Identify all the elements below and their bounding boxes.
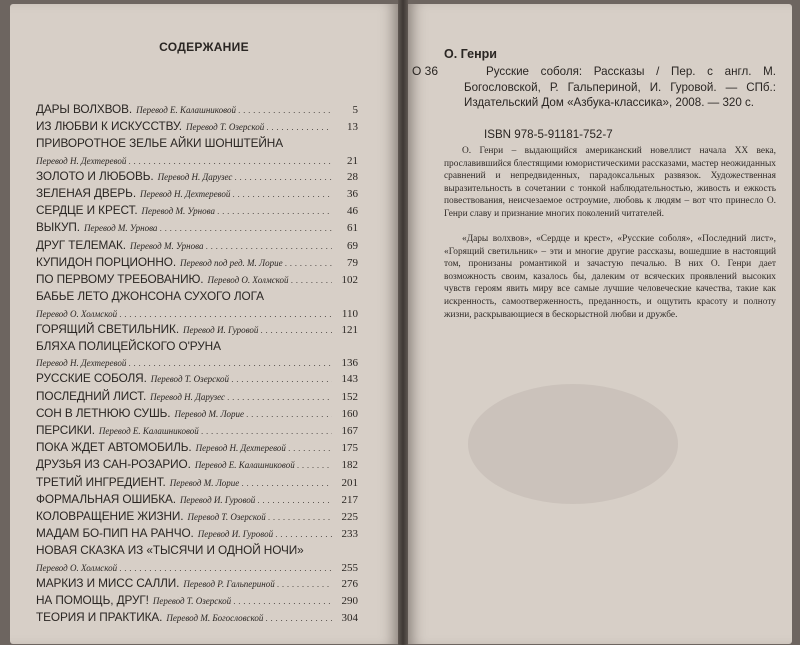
dot-leader bbox=[268, 512, 332, 522]
toc-entry bbox=[36, 526, 358, 543]
toc-entry bbox=[36, 475, 358, 492]
toc-entry-translator: Перевод Т. Озерской bbox=[186, 122, 265, 133]
dot-leader bbox=[205, 241, 332, 251]
toc-entry bbox=[36, 119, 358, 136]
toc-entry-title: ПЕРСИКИ. bbox=[36, 422, 95, 437]
toc-entry-translator: Перевод И. Гуровой bbox=[179, 494, 256, 505]
toc-entry-translator: Перевод Т. Озерской bbox=[152, 595, 232, 606]
dot-leader bbox=[266, 122, 332, 132]
toc-entry-title: СОН В ЛЕТНЮЮ СУШЬ. bbox=[36, 405, 171, 420]
toc-entry-title: РУССКИЕ СОБОЛЯ. bbox=[36, 371, 147, 386]
toc-entry-page: 121 bbox=[341, 323, 358, 336]
toc-entry-page: 102 bbox=[341, 274, 358, 286]
toc-entry-title: БЛЯХА ПОЛИЦЕЙСКОГО О'РУНА bbox=[36, 338, 221, 353]
toc-entry-title: ФОРМАЛЬНАЯ ОШИБКА. bbox=[36, 491, 176, 506]
toc-entry bbox=[36, 371, 358, 388]
toc-entry-translator: Перевод Т. Озерской bbox=[187, 511, 266, 522]
dot-leader bbox=[159, 223, 332, 233]
toc-entry-page: 136 bbox=[341, 357, 358, 370]
dot-leader bbox=[128, 156, 332, 166]
catalog-code: О 36 bbox=[412, 64, 439, 78]
toc-entry bbox=[36, 102, 358, 119]
toc-entry bbox=[36, 543, 358, 576]
toc-entry-page: 152 bbox=[341, 390, 358, 403]
toc-entry bbox=[36, 203, 358, 220]
toc-entry-page: 143 bbox=[341, 373, 358, 386]
toc-entry-translator: Перевод Е. Калашниковой bbox=[136, 105, 236, 115]
toc-entry-page: 167 bbox=[341, 424, 358, 437]
toc-entry bbox=[36, 440, 358, 457]
toc-entry-translator: Перевод Н. Дарузес bbox=[157, 171, 233, 182]
toc-entry-page: 201 bbox=[341, 476, 358, 489]
toc-entry-page: 110 bbox=[341, 307, 358, 320]
toc-entry-title: ЗЕЛЕНАЯ ДВЕРЬ. bbox=[36, 186, 137, 201]
dot-leader bbox=[297, 460, 332, 470]
toc-entry-page: 13 bbox=[347, 121, 358, 134]
toc-entry-page: 61 bbox=[347, 222, 358, 235]
toc-entry-title: НА ПОМОЩЬ, ДРУГ! bbox=[36, 592, 149, 607]
dot-leader bbox=[128, 358, 332, 368]
toc-entry-page: 182 bbox=[341, 459, 358, 472]
toc-entry-page: 36 bbox=[347, 188, 358, 201]
toc-entry-translator: Перевод под ред. М. Лорие bbox=[180, 257, 283, 268]
toc-entry bbox=[36, 406, 358, 423]
toc-entry-translator: Перевод И. Гуровой bbox=[197, 529, 274, 540]
toc-entry bbox=[36, 457, 358, 474]
left-page-contents bbox=[10, 4, 398, 644]
toc-entry-translator: Перевод М. Урнова bbox=[141, 206, 215, 217]
dot-leader bbox=[217, 206, 332, 216]
toc-entry-translator: Перевод О. Холмской bbox=[36, 562, 118, 573]
toc-entry-translator: Перевод Н. Дехтеревой bbox=[140, 189, 231, 200]
toc-entry bbox=[36, 136, 358, 169]
bibliographic-record: Русские соболя: Рассказы / Пер. с англ. М. Богословской, Р. Гальпериной, И. Гуровой. — СПб.: Издательский Дом «Азбука-классика», 2008. — 320 с. bbox=[464, 65, 776, 110]
toc-entry-page: 28 bbox=[347, 170, 358, 183]
dot-leader bbox=[233, 596, 332, 606]
toc-entry-page: 5 bbox=[352, 104, 358, 116]
toc-entry-page: 290 bbox=[341, 594, 358, 607]
toc-entry-page: 21 bbox=[347, 154, 358, 167]
toc-entry bbox=[36, 322, 358, 339]
toc-entry-title: СЕРДЦЕ И КРЕСТ. bbox=[36, 203, 138, 218]
dot-leader bbox=[265, 613, 332, 623]
toc-entry-page: 225 bbox=[341, 510, 358, 523]
toc-entry bbox=[36, 492, 358, 509]
toc-entry bbox=[36, 238, 358, 255]
toc-entry-translator: Перевод М. Лорие bbox=[169, 477, 240, 488]
toc-entry bbox=[36, 186, 358, 203]
dot-leader bbox=[277, 579, 332, 589]
toc-entry-title: НОВАЯ СКАЗКА ИЗ «ТЫСЯЧИ И ОДНОЙ НОЧИ» bbox=[36, 543, 304, 558]
toc-entry bbox=[36, 289, 358, 322]
toc-entry-translator: Перевод Т. Озерской bbox=[150, 374, 230, 385]
contents-heading: СОДЕРЖАНИЕ bbox=[159, 40, 249, 54]
toc-entry bbox=[36, 339, 358, 372]
dot-leader bbox=[201, 426, 332, 436]
toc-entry-title: ДРУГ ТЕЛЕМАК. bbox=[36, 237, 126, 252]
toc-entry-translator: Перевод Н. Дехтеревой bbox=[195, 443, 286, 454]
dot-leader bbox=[232, 189, 332, 199]
toc-entry-title: ПРИВОРОТНОЕ ЗЕЛЬЕ АЙКИ ШОНШТЕЙНА bbox=[36, 136, 283, 151]
annotation-paragraph-1: О. Генри – выдающийся американский новеллист начала XX века, прославившийся блестящими юмористическими рассказами, мастер неожиданных сравнений и непредвиденных, парадоксальных развязок. Художественная выразительность в сочетании с тонкой наблюдательностью, живость и ежкость повествования, неисчезаемое остроумие, любовь к людям – вот что принесло О. Генри славу и признание многих поколений читателей. bbox=[444, 146, 776, 219]
table-of-contents bbox=[36, 102, 358, 627]
toc-entry-title: ГОРЯЩИЙ СВЕТИЛЬНИК. bbox=[36, 321, 179, 336]
toc-entry-title: ЗОЛОТО И ЛЮБОВЬ. bbox=[36, 168, 154, 183]
author-name: О. Генри bbox=[444, 47, 497, 61]
dot-leader bbox=[260, 325, 332, 335]
toc-entry-title: ПОСЛЕДНИЙ ЛИСТ. bbox=[36, 388, 147, 403]
toc-entry-translator: Перевод М. Богословской bbox=[166, 613, 264, 624]
dot-leader bbox=[231, 374, 332, 384]
dot-leader bbox=[234, 172, 332, 182]
toc-entry bbox=[36, 423, 358, 440]
toc-entry-title: ИЗ ЛЮБВИ К ИСКУССТВУ. bbox=[36, 119, 182, 134]
toc-entry-translator: Перевод Е. Калашниковой bbox=[194, 460, 295, 471]
toc-entry-page: 46 bbox=[347, 205, 358, 218]
toc-entry-page: 255 bbox=[341, 561, 358, 574]
dot-leader bbox=[275, 529, 332, 539]
dot-leader bbox=[246, 409, 332, 419]
toc-entry-translator: Перевод О. Холмской bbox=[207, 275, 289, 285]
toc-entry-translator: Перевод Н. Дехтеревой bbox=[36, 358, 127, 369]
toc-entry-translator: Перевод Р. Гальпериной bbox=[183, 578, 275, 589]
toc-entry-translator: Перевод М. Урнова bbox=[83, 223, 158, 234]
book-gutter bbox=[398, 0, 408, 645]
dot-leader bbox=[227, 392, 332, 402]
toc-entry bbox=[36, 509, 358, 526]
toc-entry-title: ДАРЫ ВОЛХВОВ. bbox=[36, 102, 133, 116]
toc-entry bbox=[36, 255, 358, 272]
toc-entry-translator: Перевод И. Гуровой bbox=[183, 324, 259, 335]
toc-entry-translator: Перевод М. Урнова bbox=[130, 240, 204, 251]
toc-entry-title: ПО ПЕРВОМУ ТРЕБОВАНИЮ. bbox=[36, 272, 204, 286]
toc-entry-title: МАДАМ БО-ПИП НА РАНЧО. bbox=[36, 526, 194, 541]
dot-leader bbox=[288, 443, 332, 453]
dot-leader bbox=[119, 309, 332, 319]
toc-entry-title: ДРУЗЬЯ ИЗ САН-РОЗАРИО. bbox=[36, 457, 191, 472]
toc-entry-title: БАБЬЕ ЛЕТО ДЖОНСОНА СУХОГО ЛОГА bbox=[36, 289, 264, 304]
toc-entry-title: ТЕОРИЯ И ПРАКТИКА. bbox=[36, 610, 163, 625]
dot-leader bbox=[238, 105, 332, 115]
toc-entry-page: 160 bbox=[341, 407, 358, 420]
toc-entry-translator: Перевод Н. Дарузес bbox=[150, 391, 225, 402]
toc-entry-translator: Перевод О. Холмской bbox=[36, 308, 118, 319]
toc-entry-title: ТРЕТИЙ ИНГРЕДИЕНТ. bbox=[36, 474, 166, 489]
toc-entry-translator: Перевод М. Лорие bbox=[174, 408, 245, 419]
toc-entry-title: КОЛОВРАЩЕНИЕ ЖИЗНИ. bbox=[36, 508, 184, 523]
dot-leader bbox=[285, 258, 332, 268]
toc-entry-title: ПОКА ЖДЕТ АВТОМОБИЛЬ. bbox=[36, 440, 192, 455]
dot-leader bbox=[291, 275, 332, 285]
toc-entry bbox=[36, 389, 358, 406]
toc-entry-title: ВЫКУП. bbox=[36, 220, 80, 235]
dot-leader bbox=[257, 495, 332, 505]
toc-entry bbox=[36, 593, 358, 610]
page-smudge bbox=[468, 384, 678, 504]
isbn-number: ISBN 978-5-91181-752-7 bbox=[484, 128, 613, 141]
toc-entry-page: 276 bbox=[341, 577, 358, 590]
toc-entry-page: 175 bbox=[341, 442, 358, 455]
toc-entry-title: КУПИДОН ПОРЦИОННО. bbox=[36, 254, 177, 269]
toc-entry-page: 79 bbox=[347, 256, 358, 269]
toc-entry-page: 217 bbox=[341, 493, 358, 506]
toc-entry bbox=[36, 576, 358, 593]
toc-entry bbox=[36, 169, 358, 186]
right-page-imprint bbox=[408, 4, 792, 644]
toc-entry bbox=[36, 220, 358, 237]
toc-entry-page: 304 bbox=[341, 612, 358, 625]
dot-leader bbox=[119, 563, 332, 573]
toc-entry bbox=[36, 610, 358, 627]
toc-entry-page: 233 bbox=[341, 528, 358, 541]
toc-entry-translator: Перевод Е. Калашниковой bbox=[98, 425, 199, 436]
toc-entry-page: 69 bbox=[347, 239, 358, 252]
annotation-paragraph-2: «Дары волхвов», «Сердце и крест», «Русские соболя», «Последний лист», «Горящий светильник» – эти и многие другие рассказы, вошедшие в настоящий том, пронизаны романтикой и зачастую печалью. В них О. Генри дает возможность своим, казалось бы, далеким от всяческих проявлений высоких чувств героям явить миру все самые лучшие человеческие качества, такие как искренность, самоотверженность, преданность, и ощутить красоту и полноту жизни, раскрывающиеся в бескорыстной любви и дружбе. bbox=[444, 234, 776, 320]
toc-entry-translator: Перевод Н. Дехтеревой bbox=[36, 155, 127, 166]
dot-leader bbox=[241, 478, 332, 488]
toc-entry bbox=[36, 272, 358, 289]
toc-entry-title: МАРКИЗ И МИСС САЛЛИ. bbox=[36, 575, 180, 590]
